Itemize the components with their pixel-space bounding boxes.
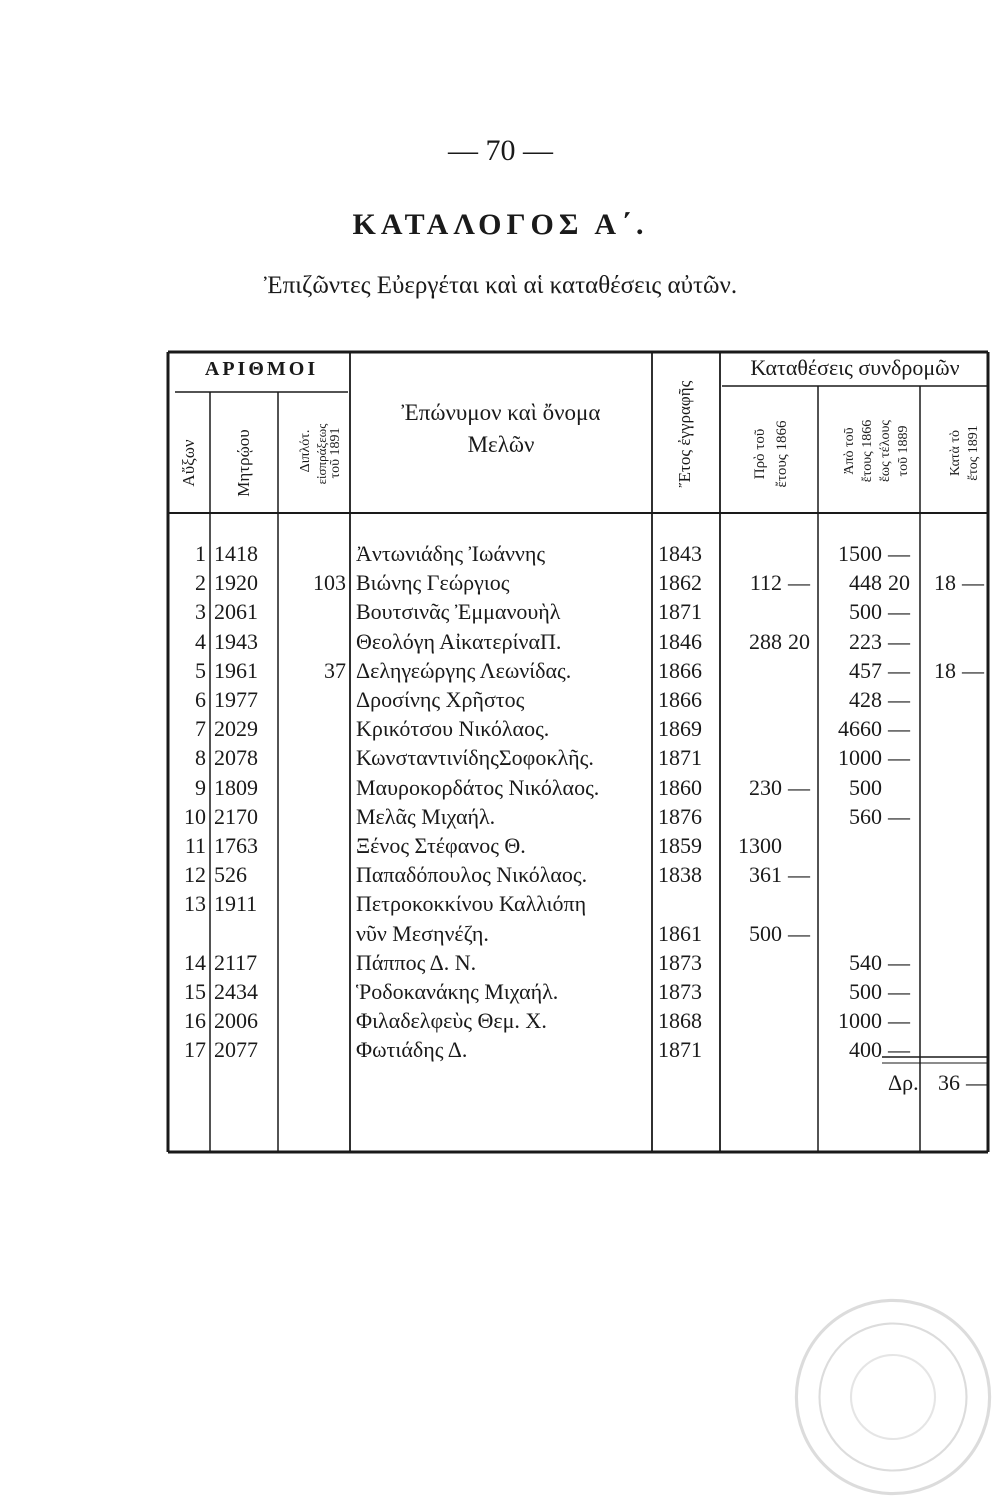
cell-pro-b [788,539,816,569]
header-diplot-2: εἰσπράξεως [314,423,329,485]
cell-year: 1876 [658,803,702,829]
cell-year: 1860 [658,774,702,800]
cell-kata-b: — [962,570,984,596]
cell-aux: 5 [195,657,206,683]
header-name-1: Ἐπώνυμον καὶ ὄνομα [401,400,601,425]
cell-apo-a [820,860,882,890]
cell-aux [172,919,206,949]
cell-aux: 14 [184,949,206,975]
cell-kata-a [922,889,956,919]
cell-apo-b [888,889,918,919]
cell-year: 1873 [658,979,702,1004]
cell-pro-b [788,1006,816,1036]
cell-aux: 15 [184,979,206,1004]
header-kata-1: Κατὰ τὸ [948,430,963,477]
cell-pro-b [788,714,816,744]
cell-apo-a [820,919,882,949]
cell-kata-a [922,627,956,657]
cell-pro-a: 288 [749,628,782,654]
cell-aux: 11 [184,833,206,858]
cell-apo-b: — [888,657,910,683]
cell-apo-a: 457 [849,657,882,683]
cell-aux: 8 [195,745,206,771]
cell-kata-b [962,948,986,978]
cell-pro-a [722,948,782,978]
cell-apo-b: — [888,979,910,1004]
cell-kata-b [962,597,986,627]
header-kata-2: ἔτος 1891 [966,425,981,481]
header-name-2: Μελῶν [467,432,535,457]
cell-name: Ἀντωνιάδης Ἰωάννης [356,541,546,566]
cell-aux: 4 [195,628,206,654]
cell-pro-a: 1300 [738,833,782,858]
cell-kata-b [962,1035,986,1065]
cell-dip [282,889,346,919]
cell-year: 1868 [658,1008,702,1034]
cell-pro-b [788,685,816,715]
cell-mit: 2170 [214,803,258,829]
cell-mit: 2061 [214,599,258,625]
cell-name: Μελᾶς Μιχαήλ. [356,803,496,829]
cell-name: Μαυροκορδάτος Νικόλαος. [356,774,600,800]
header-apo-4: τοῦ 1889 [896,425,911,477]
cell-apo-a: 428 [849,687,882,712]
cell-dip [282,685,346,715]
cell-apo-a: 540 [849,949,882,975]
header-katatheseis: Καταθέσεις συνδρομῶν [750,355,960,380]
cell-kata-a [922,685,956,715]
cell-pro-b [788,977,816,1007]
cell-pro-b: 20 [788,628,810,654]
library-seal-icon [788,1292,998,1502]
cell-apo-b: — [888,716,910,742]
cell-mit: 2006 [214,1008,258,1034]
cell-pro-a [722,743,782,773]
cell-kata-b [962,773,986,803]
header-apo-1: Ἀπὸ τοῦ [842,427,857,475]
cell-pro-b: — [788,920,810,946]
cell-aux: 7 [195,716,206,742]
cell-year: 1871 [658,1037,702,1063]
cell-pro-a [722,539,782,569]
cell-mit: 2434 [214,979,258,1004]
cell-pro-b [788,1035,816,1065]
cell-dip [282,743,346,773]
cell-kata-a [922,802,956,832]
cell-apo-b: — [888,803,910,829]
cell-apo-a: 500 [849,774,882,800]
cell-kata-a: 18 [934,570,956,596]
cell-mit: 1943 [214,628,258,654]
catalog-title: ΚΑΤΑΛΟΓΟΣ Α΄. [352,208,649,241]
cell-apo-b: — [888,599,910,625]
total-value: 36 [938,1070,960,1095]
cell-mit: 2077 [214,1037,258,1063]
cell-kata-b [962,919,986,949]
cell-kata-a [922,743,956,773]
cell-year: 1859 [658,833,702,858]
cell-mit: 1961 [214,657,258,683]
cell-apo-b [888,831,918,861]
cell-apo-b: — [888,541,910,566]
cell-kata-b [962,860,986,890]
cell-kata-a: 18 [934,657,956,683]
cell-kata-b [962,802,986,832]
cell-kata-a [922,977,956,1007]
cell-dip [282,948,346,978]
cell-kata-a [922,860,956,890]
cell-pro-a [722,977,782,1007]
cell-dip [282,802,346,832]
cell-dip [282,627,346,657]
cell-apo-a: 560 [849,803,882,829]
cell-apo-a: 1500 [838,541,882,566]
cell-apo-a: 1000 [838,1008,882,1034]
header-mitroou: Μητρῴου [234,429,253,497]
cell-dip [282,714,346,744]
cell-kata-b [962,977,986,1007]
cell-mit: 1763 [214,833,258,858]
cell-kata-b [962,714,986,744]
cell-pro-b [788,597,816,627]
header-diplot-3: τοῦ 1891 [328,427,343,479]
cell-dip [282,860,346,890]
cell-mit: 2029 [214,716,258,742]
cell-aux: 10 [184,803,206,829]
cell-mit: 2078 [214,745,258,771]
total-dash: — [966,1070,988,1095]
cell-pro-a: 500 [749,920,782,946]
cell-aux: 1 [195,541,206,566]
cell-pro-b [788,831,816,861]
cell-year: 1838 [658,862,702,888]
cell-name: Δροσίνης Χρῆστος [356,687,525,712]
cell-dip [282,539,346,569]
cell-kata-b [962,831,986,861]
cell-apo-a: 4660 [838,716,882,742]
cell-aux: 9 [195,774,206,800]
cell-dip [282,1035,346,1065]
cell-apo-a: 400 [849,1037,882,1063]
cell-name: Φωτιάδης Δ. [356,1037,468,1063]
cell-mit [214,919,274,949]
cell-name: Ῥοδοκανάκης Μιχαήλ. [356,979,559,1004]
cell-pro-b: — [788,862,810,888]
cell-year: 1866 [658,657,702,683]
cell-name: νῦν Μεσηνέζη. [356,920,489,946]
cell-pro-b [788,802,816,832]
cell-apo-b [888,860,918,890]
cell-apo-b: — [888,1037,910,1063]
cell-apo-a: 500 [849,979,882,1004]
cell-dip [282,1006,346,1036]
header-diplot-1: Διπλότ. [298,429,313,473]
cell-pro-b: — [788,774,810,800]
cell-apo-b: — [888,949,910,975]
cell-pro-a [722,889,782,919]
cell-year: 1866 [658,687,702,712]
cell-kata-a [922,919,956,949]
cell-kata-a [922,773,956,803]
cell-dip [282,773,346,803]
cell-mit: 1809 [214,774,258,800]
cell-aux: 6 [195,687,206,712]
cell-kata-a [922,1006,956,1036]
cell-mit: 1418 [214,541,258,566]
page-number: — 70 — [448,134,553,167]
cell-aux: 16 [184,1008,206,1034]
cell-apo-b [888,773,918,803]
cell-year: 1873 [658,949,702,975]
cell-year: 1871 [658,599,702,625]
cell-pro-a [722,685,782,715]
header-pro-1: Πρὸ τοῦ [752,428,768,480]
cell-kata-a [922,948,956,978]
cell-apo-b: — [888,745,910,771]
cell-aux: 13 [184,891,206,917]
cell-mit: 1911 [214,891,258,917]
cell-name: Πετροκοκκίνου Καλλιόπη [356,891,587,917]
cell-kata-b [962,743,986,773]
cell-kata-a [922,1035,956,1065]
cell-pro-b [788,948,816,978]
cell-kata-b [962,1006,986,1036]
cell-name: Παπαδόπουλος Νικόλαος. [356,862,588,888]
cell-name: Θεολόγη ΑἰκατερίναΠ. [356,628,562,654]
cell-pro-a: 112 [749,570,782,596]
cell-kata-b: — [962,657,984,683]
cell-apo-a: 223 [849,628,882,654]
header-auxon: Αὔξων [179,439,198,487]
cell-kata-b [962,627,986,657]
cell-aux: 12 [184,862,206,888]
cell-pro-b [788,889,816,919]
header-apo-2: ἔτους 1866 [860,419,875,483]
cell-pro-a [722,714,782,744]
cell-aux: 17 [184,1037,206,1063]
cell-apo-a: 448 [849,570,882,596]
header-apo-3: ἕως τέλους [878,420,893,482]
cell-kata-a [922,597,956,627]
cell-dip [282,831,346,861]
cell-name: Πάππος Δ. Ν. [356,949,477,975]
cell-apo-a: 500 [849,599,882,625]
cell-apo-b: — [888,1008,910,1034]
cell-name: ΚωνσταντινίδηςΣοφοκλῆς. [356,745,594,771]
header-arithmoi: ΑΡΙΘΜΟΙ [204,358,319,380]
cell-apo-b: 20 [888,570,910,596]
header-pro-2: ἔτους 1866 [774,420,790,488]
cell-apo-b [888,919,918,949]
cell-name: Ξένος Στέφανος Θ. [356,833,526,858]
cell-name: Κρικότσου Νικόλαος. [356,716,550,742]
cell-apo-a [820,831,882,861]
cell-pro-a: 361 [749,862,782,888]
cell-aux: 3 [195,599,206,625]
cell-pro-b [788,656,816,686]
cell-pro-a [722,802,782,832]
cell-pro-b [788,743,816,773]
cell-kata-a [922,831,956,861]
cell-year: 1869 [658,716,702,742]
header-etos: Ἔτος ἐγγραφῆς [675,380,694,488]
cell-dip: 37 [324,657,346,683]
cell-kata-b [962,539,986,569]
cell-pro-a: 230 [749,774,782,800]
cell-mit: 1920 [214,570,258,596]
cell-pro-a [722,1035,782,1065]
cell-apo-b: — [888,628,910,654]
cell-aux: 2 [195,570,206,596]
cell-year: 1862 [658,570,702,596]
cell-pro-a [722,597,782,627]
cell-year: 1843 [658,541,702,566]
cell-apo-a: 1000 [838,745,882,771]
total-label: Δρ. [888,1070,919,1095]
cell-year: 1861 [658,920,702,946]
cell-name: Βουτσινᾶς Ἐμμανουὴλ [356,599,561,625]
cell-mit: 1977 [214,687,258,712]
cell-name: Βιώνης Γεώργιος [356,570,510,596]
cell-year: 1871 [658,745,702,771]
cell-mit: 2117 [214,949,258,975]
cell-name: Φιλαδελφεὺς Θεμ. Χ. [356,1008,547,1034]
cell-kata-b [962,889,986,919]
cell-pro-a [722,656,782,686]
cell-dip: 103 [313,570,346,596]
cell-kata-a [922,714,956,744]
cell-kata-a [922,539,956,569]
catalog-subtitle: Ἐπιζῶντες Εὐεργέται καὶ αἱ καταθέσεις αὐτῶν. [263,272,738,299]
cell-dip [282,919,346,949]
cell-name: Δεληγεώργης Λεωνίδας. [356,657,572,683]
cell-dip [282,977,346,1007]
cell-dip [282,597,346,627]
cell-pro-b: — [788,570,810,596]
cell-year [658,889,716,919]
cell-apo-b: — [888,687,910,712]
cell-kata-b [962,685,986,715]
cell-year: 1846 [658,628,702,654]
cell-apo-a [820,889,882,919]
cell-mit: 526 [214,862,247,888]
cell-pro-a [722,1006,782,1036]
